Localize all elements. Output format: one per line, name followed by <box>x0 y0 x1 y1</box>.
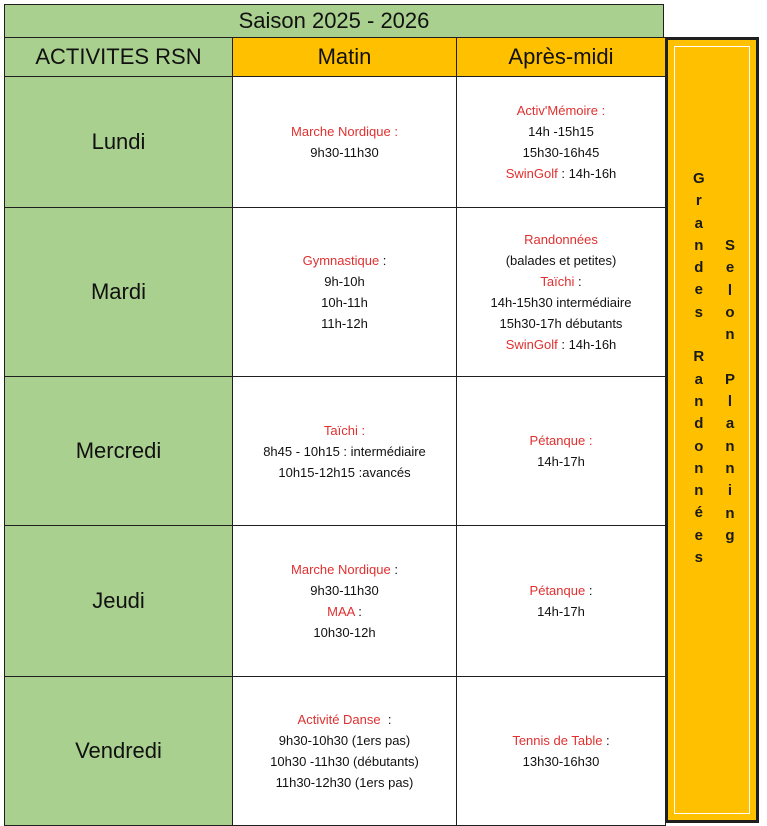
morning-cell <box>233 526 457 677</box>
vertical-letter: a <box>694 214 703 232</box>
vertical-letter: R <box>693 348 705 366</box>
day-row <box>5 677 666 826</box>
vertical-letter: a <box>725 415 735 433</box>
vertical-letter: g <box>725 526 735 544</box>
day-row <box>5 526 666 677</box>
sidebar-inner-border <box>674 46 750 814</box>
activity-time: : <box>602 733 610 748</box>
activity-time: : 14h-16h <box>557 337 617 352</box>
vertical-letter: n <box>694 392 704 410</box>
vertical-letter: P <box>725 370 736 388</box>
schedule-line: Marche Nordique : <box>291 124 398 139</box>
schedule-line: Randonnées <box>524 232 598 247</box>
season-title: Saison 2025 - 2026 <box>4 4 664 38</box>
afternoon-cell <box>457 208 666 377</box>
activity-name: Activité Danse <box>297 712 381 727</box>
vertical-letter: n <box>725 459 735 477</box>
day-label: Vendredi <box>5 677 233 826</box>
schedule-line <box>457 334 665 355</box>
schedule-line <box>233 559 456 580</box>
activity-name: SwinGolf <box>505 166 558 181</box>
schedule-line: 14h-17h <box>537 604 585 619</box>
vertical-letter: n <box>694 459 704 477</box>
schedule-line: 8h45 - 10h15 : intermédiaire <box>263 443 426 459</box>
vertical-letter: S <box>725 237 736 254</box>
schedule-line: (balades et petites) <box>505 253 617 268</box>
activity-time: : 14h-16h <box>557 166 617 181</box>
activity-time: : <box>574 274 582 289</box>
vertical-letter: s <box>694 549 703 567</box>
day-row <box>5 77 666 208</box>
day-label: Lundi <box>5 77 233 208</box>
day-label: Mercredi <box>5 377 233 526</box>
vertical-letter: e <box>694 526 703 544</box>
schedule-line <box>233 601 456 622</box>
activity-time: : <box>390 562 398 577</box>
morning-cell <box>233 677 457 826</box>
schedule-line: 9h-10h <box>324 274 365 289</box>
schedule-line <box>233 709 456 730</box>
schedule-line: 10h30-12h <box>313 625 376 640</box>
schedule-line: 15h30-17h débutants <box>499 316 623 331</box>
afternoon-cell <box>457 377 666 526</box>
day-row <box>5 208 666 377</box>
vertical-text-selon-planning <box>725 235 735 547</box>
morning-cell <box>233 77 457 208</box>
header-row <box>5 38 666 77</box>
schedule-line <box>457 580 665 601</box>
schedule-line: Pétanque : <box>529 433 593 448</box>
vertical-letter: G <box>693 170 705 187</box>
vertical-letter: o <box>725 303 735 321</box>
vertical-letter: r <box>695 192 702 210</box>
schedule-line <box>233 250 456 271</box>
schedule-line: 14h-17h <box>537 454 585 469</box>
schedule-line: 11h30-12h30 (1ers pas) <box>275 775 414 790</box>
activity-name: MAA <box>327 604 355 619</box>
vertical-letter: é <box>694 504 703 522</box>
schedule-line: 10h30 -11h30 (débutants) <box>270 754 419 769</box>
activity-name: Gymnastique <box>302 253 380 268</box>
vertical-letter: i <box>727 482 733 500</box>
vertical-letter: d <box>694 415 704 433</box>
activity-time: : <box>379 253 387 268</box>
activity-name: Pétanque <box>529 583 586 598</box>
header-afternoon: Après-midi <box>457 38 666 77</box>
sidebar-grandes-randonnees <box>665 37 759 823</box>
schedule-line: 9h30-11h30 <box>310 583 379 598</box>
schedule-line: 10h15-12h15 :avancés <box>278 464 411 480</box>
afternoon-cell <box>457 77 666 208</box>
schedule-line: 15h30-16h45 <box>522 145 600 160</box>
vertical-letter: n <box>725 326 735 344</box>
schedule-table <box>4 37 666 826</box>
schedule-line: 14h-15h30 intermédiaire <box>490 295 632 310</box>
activity-name: Taïchi <box>540 274 575 289</box>
schedule-line <box>457 271 665 292</box>
schedule-line: Activ'Mémoire : <box>516 103 606 118</box>
day-row <box>5 377 666 526</box>
vertical-letter: s <box>694 303 703 321</box>
schedule-line <box>457 730 665 751</box>
schedule-line <box>457 163 665 184</box>
activity-time: : <box>354 604 362 619</box>
vertical-letter: e <box>725 259 735 277</box>
schedule-line: 9h30-10h30 (1ers pas) <box>278 733 411 748</box>
afternoon-cell <box>457 526 666 677</box>
schedule-line: 14h -15h15 <box>528 124 594 139</box>
activity-time: : <box>585 583 593 598</box>
day-label: Jeudi <box>5 526 233 677</box>
schedule-line: 11h-12h <box>321 316 368 331</box>
activity-name: SwinGolf <box>505 337 558 352</box>
activity-time: : <box>380 712 392 727</box>
vertical-letter: n <box>725 437 735 455</box>
vertical-letter: d <box>694 259 704 277</box>
vertical-letter: n <box>725 504 735 522</box>
activity-name: Marche Nordique <box>291 562 391 577</box>
vertical-letter: e <box>694 281 703 299</box>
activity-name: Tennis de Table <box>512 733 603 748</box>
vertical-letter: l <box>727 281 733 299</box>
schedule-line: Taïchi : <box>323 422 366 438</box>
header-activities: ACTIVITES RSN <box>5 38 233 77</box>
afternoon-cell <box>457 677 666 826</box>
morning-cell <box>233 377 457 526</box>
schedule-line: 9h30-11h30 <box>310 145 379 160</box>
vertical-letter: a <box>694 370 703 388</box>
header-morning: Matin <box>233 38 457 77</box>
vertical-letter: n <box>694 236 704 254</box>
schedule-line: 10h-11h <box>321 295 368 310</box>
vertical-text-grandes-randonnees <box>693 168 705 569</box>
schedule-line: 13h30-16h30 <box>522 754 600 769</box>
vertical-letter: l <box>727 393 733 411</box>
morning-cell <box>233 208 457 377</box>
vertical-letter: n <box>694 482 704 500</box>
vertical-letter: o <box>694 437 704 455</box>
day-label: Mardi <box>5 208 233 377</box>
